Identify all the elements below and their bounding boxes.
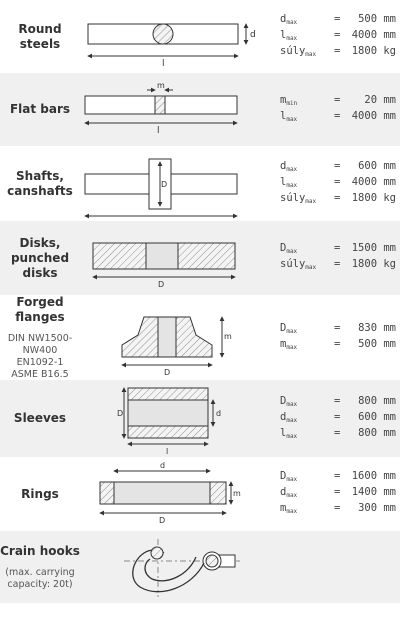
spec-equals: = [334, 337, 341, 350]
dim-l: l [166, 447, 169, 456]
shaft-drawing-icon [80, 146, 260, 221]
spec-equals: = [334, 426, 341, 439]
spec-symbol: $d_{max}$ [280, 159, 298, 173]
spec-line [280, 110, 400, 126]
dim-D: D [158, 280, 165, 289]
spec-value: 800 mm [358, 394, 396, 407]
specs [280, 457, 400, 531]
dim-m: m [224, 332, 232, 341]
spec-value: 4000 mm [351, 28, 396, 41]
spec-symbol: $D_{max}$ [280, 321, 298, 335]
spec-value: 1800 kg [351, 191, 396, 204]
spec-line [280, 411, 400, 427]
product-name: Flat bars [9, 102, 71, 116]
spec-value: 4000 mm [351, 175, 396, 188]
spec-symbol: $l_{max}$ [280, 175, 298, 189]
spec-value: 1500 mm [351, 242, 396, 254]
spec-value: 1600 mm [351, 470, 396, 482]
flange-drawing-icon [80, 295, 260, 380]
product-standards: DIN NW1500- NW400 EN1092-1 ASME B16.5 [7, 332, 73, 380]
spec-symbol: $D_{max}$ [280, 242, 298, 255]
row-shafts [0, 146, 400, 221]
row-sleeves [0, 380, 400, 457]
spec-value: 600 mm [358, 159, 396, 172]
dim-d: d [250, 30, 256, 40]
spec-symbol: $m_{max}$ [280, 337, 298, 351]
spec-symbol: $d_{max}$ [280, 410, 298, 424]
dim-D: D [164, 368, 171, 377]
spec-symbol: $D_{max}$ [280, 394, 298, 408]
spec-symbol: $l_{max}$ [280, 109, 298, 123]
spec-line [280, 45, 400, 61]
dim-m: m [233, 489, 241, 498]
spec-line [280, 192, 400, 208]
spec-line [280, 176, 400, 192]
spec-symbol: $d_{max}$ [280, 12, 298, 26]
dim-D: D [117, 409, 124, 418]
spec-value: 1400 mm [351, 486, 396, 498]
spec-line [280, 13, 400, 29]
spec-symbol: $l_{max}$ [280, 426, 298, 440]
spec-line [280, 258, 400, 274]
row-flat-bars [0, 73, 400, 146]
spec-value: 500 mm [358, 12, 396, 25]
spec-equals: = [334, 502, 341, 514]
product-capacity-note: (max. carrying capacity: 20t) [5, 566, 75, 590]
spec-value: 1800 kg [351, 44, 396, 57]
product-name: Crain hooks [0, 543, 80, 558]
spec-line [280, 94, 400, 110]
flat-bar-drawing-icon [80, 73, 260, 146]
spec-symbol: súly$_{max}$ [280, 44, 317, 58]
ring-drawing-icon [80, 457, 260, 531]
spec-symbol: súly$_{max}$ [280, 258, 317, 271]
spec-line [280, 486, 400, 502]
spec-line [280, 322, 400, 338]
spec-equals: = [334, 109, 341, 122]
row-forged-flanges [0, 295, 400, 380]
spec-equals: = [334, 191, 341, 204]
product-name: Forged flanges [15, 294, 65, 324]
row-label [0, 221, 80, 295]
spec-value: 300 mm [358, 502, 396, 514]
spec-value: 500 mm [358, 337, 396, 350]
specs [280, 531, 400, 603]
dim-m: m [157, 81, 165, 90]
specs [280, 0, 400, 73]
spec-line [280, 338, 400, 354]
spec-value: 1800 kg [351, 258, 396, 270]
row-label [0, 531, 80, 603]
specs [280, 146, 400, 221]
crane-hook-drawing-icon [80, 531, 260, 603]
spec-equals: = [334, 470, 341, 482]
dim-D: D [159, 516, 166, 525]
spec-equals: = [334, 93, 341, 106]
spec-value: 800 mm [358, 426, 396, 439]
spec-equals: = [334, 175, 341, 188]
row-rings [0, 457, 400, 531]
spec-value: 600 mm [358, 410, 396, 423]
spec-symbol: $m_{min}$ [280, 93, 298, 107]
row-disks [0, 221, 400, 295]
row-label [0, 146, 80, 221]
spec-equals: = [334, 242, 341, 254]
spec-equals: = [334, 394, 341, 407]
specs [280, 221, 400, 295]
row-label [0, 0, 80, 73]
row-label [0, 295, 80, 380]
spec-line [280, 242, 400, 258]
product-name: Shafts, canshafts [7, 168, 73, 198]
round-steel-drawing-icon [80, 0, 260, 73]
row-label [0, 457, 80, 531]
spec-line [280, 502, 400, 518]
spec-symbol: $d_{max}$ [280, 486, 298, 499]
row-crain-hooks [0, 531, 400, 603]
dim-D: D [161, 180, 168, 189]
specs [280, 380, 400, 457]
spec-line [280, 427, 400, 443]
dim-d: d [160, 461, 166, 470]
row-label [0, 380, 80, 457]
row-round-steels [0, 0, 400, 73]
product-name: Rings [21, 486, 59, 501]
spec-value: 4000 mm [351, 109, 396, 122]
spec-value: 20 mm [364, 93, 396, 106]
spec-equals: = [334, 321, 341, 334]
specs [280, 73, 400, 146]
spec-line [280, 395, 400, 411]
spec-equals: = [334, 12, 341, 25]
spec-symbol: $l_{max}$ [280, 28, 298, 42]
spec-line [280, 470, 400, 486]
spec-symbol: súly$_{max}$ [280, 191, 317, 205]
dim-d: d [216, 409, 222, 418]
row-label [0, 73, 80, 146]
product-name: Round steels [18, 21, 62, 51]
spec-line [280, 29, 400, 45]
specs [280, 295, 400, 380]
product-name: Disks, punched disks [10, 235, 70, 280]
spec-symbol: $D_{max}$ [280, 470, 298, 483]
spec-value: 830 mm [358, 321, 396, 334]
spec-equals: = [334, 44, 341, 57]
disk-drawing-icon [80, 221, 260, 295]
spec-equals: = [334, 486, 341, 498]
spec-equals: = [334, 258, 341, 270]
product-name: Sleeves [13, 411, 67, 425]
dim-l: l [157, 126, 160, 136]
spec-line [280, 160, 400, 176]
spec-equals: = [334, 410, 341, 423]
spec-equals: = [334, 159, 341, 172]
dim-l: l [162, 59, 165, 69]
spec-symbol: $m_{max}$ [280, 502, 298, 515]
spec-equals: = [334, 28, 341, 41]
sleeve-drawing-icon [80, 380, 260, 457]
